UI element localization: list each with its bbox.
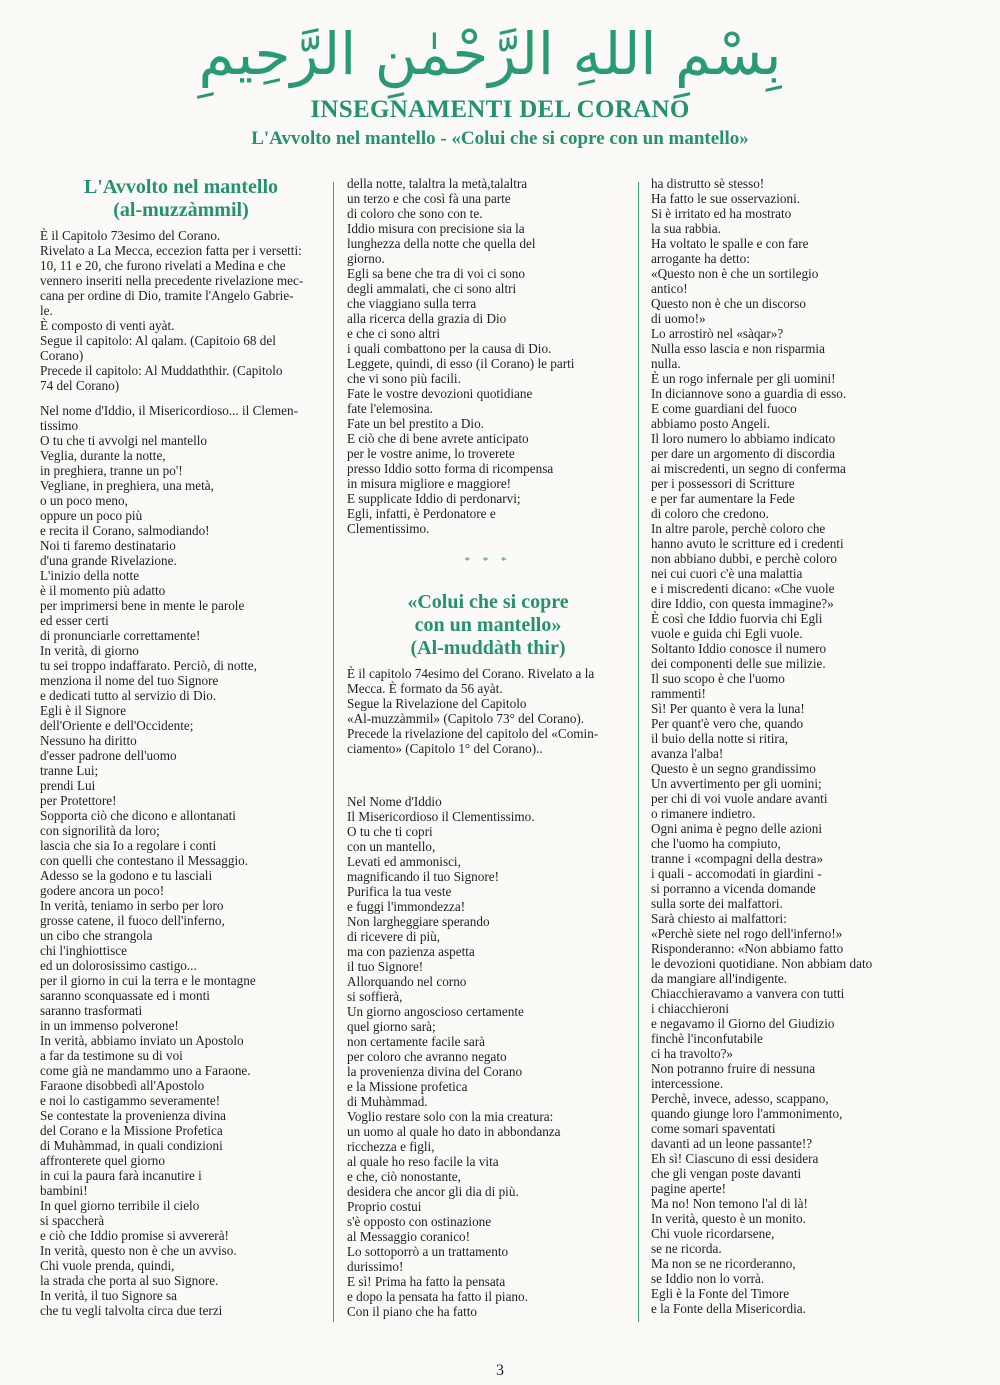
text-line: che viaggiano sulla terra xyxy=(347,296,477,311)
text-line: Perchè, invece, adesso, scappano, xyxy=(651,1091,829,1106)
text-line: arrogante ha detto: xyxy=(651,251,750,266)
text-line: In verità, teniamo in serbo per loro xyxy=(40,898,224,913)
text-line: godere ancora un poco! xyxy=(40,883,165,898)
text-line: Voglio restare solo con la mia creatura: xyxy=(347,1109,554,1124)
text-line: lascia che sia Io a regolare i conti xyxy=(40,838,217,853)
text-line: della notte, talaltra la metà,talaltra xyxy=(347,176,528,191)
section-title-muddaththir xyxy=(347,591,629,660)
text-line: Nel nome d'Iddio, il Misericordioso... il Clemen- xyxy=(40,403,299,418)
text-line: Non potranno fruire di nessuna xyxy=(651,1061,816,1076)
text-line: al quale ho reso facile la vita xyxy=(347,1154,499,1169)
text-line: Sì! Per quanto è vera la luna! xyxy=(651,701,805,716)
text-line: giorno. xyxy=(347,251,385,266)
text-line: per le vostre anime, lo troverete xyxy=(347,446,515,461)
text-line: Purifica la tua veste xyxy=(347,884,452,899)
section-separator: * * * xyxy=(464,555,512,567)
text-line: con un mantello, xyxy=(347,839,436,854)
text-line: In verità, questo è un monito. xyxy=(651,1211,806,1226)
text-line: la provenienza divina del Corano xyxy=(347,1064,523,1079)
text-line: da mangiare all'indigente. xyxy=(651,971,788,986)
text-line: non certamente facile sarà xyxy=(347,1034,486,1049)
text-line: e per far aumentare la Fede xyxy=(651,491,795,506)
text-line: ma con pazienza aspetta xyxy=(347,944,475,959)
verse-text xyxy=(347,176,629,536)
text-line: degli ammalati, che ci sono altri xyxy=(347,281,517,296)
text-line: 74 del Corano) xyxy=(40,378,120,393)
text-line: si porranno a vicenda domande xyxy=(651,881,816,896)
text-line: Noi ti faremo destinatario xyxy=(40,538,176,553)
text-line: L'inizio della notte xyxy=(40,568,140,583)
text-line: saranno sconquassate ed i monti xyxy=(40,988,210,1003)
text-line: dei componenti delle sue milizie. xyxy=(651,656,826,671)
text-line: d'esser padrone dell'uomo xyxy=(40,748,177,763)
text-line: Un giorno angoscioso certamente xyxy=(347,1004,524,1019)
text-line: o un poco meno, xyxy=(40,493,128,508)
text-line: E sì! Prima ha fatto la pensata xyxy=(347,1274,506,1289)
text-line: Segue il capitolo: Al qalam. (Capitoio 68 del xyxy=(40,333,276,348)
text-line: e recita il Corano, salmodiando! xyxy=(40,523,210,538)
text-line: Precede la rivelazione del capitolo del «Comin- xyxy=(347,726,599,741)
text-line: vennero inseriti nella precedente rivelazione mec- xyxy=(40,273,304,288)
text-line: Il suo scopo è che l'uomo xyxy=(651,671,785,686)
text-line: magnificando il tuo Signore! xyxy=(347,869,499,884)
text-line: quel giorno sarà; xyxy=(347,1019,436,1034)
text-line: come somari spaventati xyxy=(651,1121,776,1136)
text-line: Segue la Rivelazione del Capitolo xyxy=(347,696,527,711)
text-line: antico! xyxy=(651,281,688,296)
text-line: e dopo la pensata ha fatto il piano. xyxy=(347,1289,528,1304)
text-line: che l'uomo ha compiuto, xyxy=(651,836,781,851)
section-title-line: (al-muzzàmmil) xyxy=(113,199,249,221)
text-line: In quel giorno terribile il cielo xyxy=(40,1198,200,1213)
text-line: Chiacchieravamo a vanvera con tutti xyxy=(651,986,845,1001)
text-line: In verità, questo non è che un avviso. xyxy=(40,1243,237,1258)
text-line: In verità, il tuo Signore sa xyxy=(40,1288,177,1303)
text-line: in preghiera, tranne un po'! xyxy=(40,463,183,478)
text-line: In diciannove sono a guardia di esso. xyxy=(651,386,847,401)
text-line: del Corano e la Missione Profetica xyxy=(40,1123,223,1138)
column-1 xyxy=(40,176,322,1318)
text-line: Il Misericordioso il Clementissimo. xyxy=(347,809,535,824)
text-line: di coloro che credono. xyxy=(651,506,769,521)
text-line: di Muhàmmad. xyxy=(347,1094,428,1109)
text-line: abbiamo posto Angeli. xyxy=(651,416,771,431)
text-line: Per quant'è vero che, quando xyxy=(651,716,804,731)
text-line: presso Iddio sotto forma di ricompensa xyxy=(347,461,554,476)
text-line: ciamento» (Capitolo 1° del Corano).. xyxy=(347,741,543,756)
text-line: Iddio misura con precisione sia la xyxy=(347,221,525,236)
text-line: nei cui cuori c'è una malattia xyxy=(651,566,803,581)
text-line: ed esser certi xyxy=(40,613,109,628)
verse-text xyxy=(347,794,629,1319)
section-title-line: L'Avvolto nel mantello xyxy=(83,176,279,198)
text-line: Ha fatto le sue osservazioni. xyxy=(651,191,801,206)
text-line: Veglia, durante la notte, xyxy=(40,448,166,463)
text-line: O tu che ti copri xyxy=(347,824,433,839)
text-line: per chi di voi vuole andare avanti xyxy=(651,791,828,806)
text-line: e che ci sono altri xyxy=(347,326,441,341)
text-line: le devozioni quotidiane. Non abbiam dato xyxy=(651,956,873,971)
text-line: menziona il nome del tuo Signore xyxy=(40,673,219,688)
text-line: 10, 11 e 20, che furono rivelati a Medina e che xyxy=(40,258,286,273)
text-line: i quali - accomodati in giardini - xyxy=(651,866,822,881)
text-line: in un immenso polverone! xyxy=(40,1018,179,1033)
verse-text xyxy=(40,403,322,1318)
text-line: O tu che ti avvolgi nel mantello xyxy=(40,433,208,448)
text-line: alla ricerca della grazia di Dio xyxy=(347,311,507,326)
text-line: e negavamo il Giorno del Giudizio xyxy=(651,1016,835,1031)
text-line: i chiacchieroni xyxy=(651,1001,729,1016)
text-line: Nessuno ha diritto xyxy=(40,733,137,748)
text-line: cana per ordine di Dio, tramite l'Angelo Gabrie- xyxy=(40,288,294,303)
text-line: Nel Nome d'Iddio xyxy=(347,794,442,809)
text-line: In verità, di giorno xyxy=(40,643,139,658)
text-line: Rivelato a La Mecca, eccezion fatta per i versetti: xyxy=(40,243,302,258)
text-line: ricchezza e figli, xyxy=(347,1139,435,1154)
text-line: Egli è il Signore xyxy=(40,703,127,718)
text-line: se ne ricorda. xyxy=(651,1241,722,1256)
text-line: Il loro numero lo abbiamo indicato xyxy=(651,431,836,446)
column-2 xyxy=(347,176,629,1319)
text-line: Si è irritato ed ha mostrato xyxy=(651,206,792,221)
text-line: hanno avuto le scritture ed i credenti xyxy=(651,536,844,551)
text-line: le. xyxy=(40,303,53,318)
text-line: ci ha travolto?» xyxy=(651,1046,734,1061)
text-line: Mecca. È formato da 56 ayàt. xyxy=(347,681,503,696)
text-line: oppure un poco più xyxy=(40,508,143,523)
text-line: sulla sorte dei malfattori. xyxy=(651,896,783,911)
text-line: per dare un argomento di discordia xyxy=(651,446,835,461)
text-line: Eh sì! Ciascuno di essi desidera xyxy=(651,1151,819,1166)
text-line: il buio della notte si ritira, xyxy=(651,731,788,746)
text-line: Questo non è che un discorso xyxy=(651,296,806,311)
text-line: al Messaggio coranico! xyxy=(347,1229,471,1244)
text-line: In verità, abbiamo inviato un Apostolo xyxy=(40,1033,244,1048)
text-line: Ha voltato le spalle e con fare xyxy=(651,236,809,251)
text-line: ai miscredenti, un segno di conferma xyxy=(651,461,846,476)
text-line: fate l'elemosina. xyxy=(347,401,433,416)
text-line: È un rogo infernale per gli uomini! xyxy=(651,371,836,386)
text-line: per imprimersi bene in mente le parole xyxy=(40,598,245,613)
text-line: è il momento più adatto xyxy=(40,583,166,598)
text-line: di uomo!» xyxy=(651,311,706,326)
text-line: si spaccherà xyxy=(40,1213,105,1228)
text-line: Risponderanno: «Non abbiamo fatto xyxy=(651,941,844,956)
text-line: dell'Oriente e dell'Occidente; xyxy=(40,718,194,733)
text-line: i quali combattono per la causa di Dio. xyxy=(347,341,552,356)
text-line: Egli è la Fonte del Timore xyxy=(651,1286,790,1301)
text-line: con quelli che contestano il Messaggio. xyxy=(40,853,249,868)
text-line: Lo sottoporrò a un trattamento xyxy=(347,1244,509,1259)
text-line: Lo arrostirò nel «sàqar»? xyxy=(651,326,784,341)
text-line: È così che Iddio fuorvia chi Egli xyxy=(651,611,823,626)
text-line: la sua rabbia. xyxy=(651,221,721,236)
text-line: Non largheggiare sperando xyxy=(347,914,490,929)
intro-paragraph xyxy=(347,666,629,756)
text-line: per i possessori di Scritture xyxy=(651,476,795,491)
section-title-line: «Colui che si copre xyxy=(407,591,569,613)
text-line: In altre parole, perchè coloro che xyxy=(651,521,826,536)
text-line: Un avvertimento per gli uomini; xyxy=(651,776,822,791)
section-title-muzzammil xyxy=(40,176,322,222)
page-subtitle: L'Avvolto nel mantello - «Colui che si copre con un mantello» xyxy=(251,128,749,149)
intro-paragraph xyxy=(40,228,322,393)
text-line: È il Capitolo 73esimo del Corano. xyxy=(40,228,221,243)
text-line: tissimo xyxy=(40,418,79,433)
text-line: per il giorno in cui la terra e le montagne xyxy=(40,973,256,988)
text-line: Vegliane, in preghiera, una metà, xyxy=(40,478,214,493)
text-line: ha distrutto sè stesso! xyxy=(651,176,765,191)
page-title: INSEGNAMENTI DEL CORANO xyxy=(310,96,690,123)
text-line: Questo è un segno grandissimo xyxy=(651,761,816,776)
text-line: il tuo Signore! xyxy=(347,959,424,974)
text-line: di ricevere di più, xyxy=(347,929,441,944)
text-line: e ciò che Iddio promise si avvererà! xyxy=(40,1228,229,1243)
text-line: quando giunge loro l'ammonimento, xyxy=(651,1106,843,1121)
text-line: «Al-muzzàmmil» (Capitolo 73° del Corano). xyxy=(347,711,585,726)
text-line: dire Iddio, con questa immagine?» xyxy=(651,596,834,611)
text-line: in cui la paura farà incanutire i xyxy=(40,1168,202,1183)
text-line: Soltanto Iddio conosce il numero xyxy=(651,641,827,656)
text-line: durissimo! xyxy=(347,1259,404,1274)
text-line: di coloro che sono con te. xyxy=(347,206,483,221)
text-line: E supplicate Iddio di perdonarvi; xyxy=(347,491,521,506)
text-line: o rimanere indietro. xyxy=(651,806,756,821)
text-line: Faraone disobbedì all'Apostolo xyxy=(40,1078,205,1093)
text-line: Precede il capitolo: Al Muddaththir. (Capitolo xyxy=(40,363,283,378)
text-line: un uomo al quale ho dato in abbondanza xyxy=(347,1124,561,1139)
text-line: Proprio costui xyxy=(347,1199,422,1214)
text-line: E come guardiani del fuoco xyxy=(651,401,797,416)
text-line: e noi lo castigammo severamente! xyxy=(40,1093,221,1108)
text-line: un cibo che strangola xyxy=(40,928,153,943)
text-line: Egli sa bene che tra di voi ci sono xyxy=(347,266,525,281)
text-line: Corano) xyxy=(40,348,84,363)
text-line: di pronunciarle correttamente! xyxy=(40,628,201,643)
text-line: di Muhàmmad, in quali condizioni xyxy=(40,1138,223,1153)
text-line: È composto di venti ayàt. xyxy=(40,318,175,333)
text-line: Fate le vostre devozioni quotidiane xyxy=(347,386,533,401)
text-line: grosse catene, il fuoco dell'inferno, xyxy=(40,913,225,928)
text-line: Allorquando nel corno xyxy=(347,974,467,989)
text-line: Fate un bel prestito a Dio. xyxy=(347,416,484,431)
verse-text xyxy=(651,176,951,1316)
text-line: rammenti! xyxy=(651,686,706,701)
text-line: «Perchè siete nel rogo dell'inferno!» xyxy=(651,926,843,941)
text-line: tu sei troppo indaffarato. Perciò, di notte, xyxy=(40,658,257,673)
page-number: 3 xyxy=(496,1362,504,1379)
text-line: che tu vegli talvolta circa due terzi xyxy=(40,1303,223,1318)
text-line: per Protettore! xyxy=(40,793,117,808)
text-line: come già ne mandammo uno a Faraone. xyxy=(40,1063,251,1078)
text-line: che vi sono più facili. xyxy=(347,371,461,386)
text-line: la strada che porta al suo Signore. xyxy=(40,1273,219,1288)
text-line: d'una grande Rivelazione. xyxy=(40,553,177,568)
text-line: e i miscredenti dicano: «Che vuole xyxy=(651,581,835,596)
text-line: È il capitolo 74esimo del Corano. Rivelato a la xyxy=(347,666,595,681)
text-line: in misura migliore e maggiore! xyxy=(347,476,512,491)
text-line: s'è opposto con ostinazione xyxy=(347,1214,492,1229)
text-line: saranno trasformati xyxy=(40,1003,143,1018)
text-line: Egli, infatti, è Perdonatore e xyxy=(347,506,496,521)
text-line: e che, ciò nonostante, xyxy=(347,1169,461,1184)
text-line: e fuggi l'immondezza! xyxy=(347,899,466,914)
text-line: ed un dolorosissimo castigo... xyxy=(40,958,197,973)
text-line: Chi vuole ricordarsene, xyxy=(651,1226,775,1241)
text-line: intercessione. xyxy=(651,1076,724,1091)
text-line: Adesso se la godono e tu lasciali xyxy=(40,868,213,883)
text-line: davanti ad un leone passante!? xyxy=(651,1136,813,1151)
text-line: non abbiano dubbi, e perchè coloro xyxy=(651,551,838,566)
text-line: chi l'inghiottisce xyxy=(40,943,127,958)
text-line: lunghezza della notte che quella del xyxy=(347,236,536,251)
column-divider-1 xyxy=(333,182,334,1322)
text-line: desidera che ancor gli dia di più. xyxy=(347,1184,519,1199)
text-line: e la Fonte della Misericordia. xyxy=(651,1301,806,1316)
text-line: Con il piano che ha fatto xyxy=(347,1304,478,1319)
text-line: Levati ed ammonisci, xyxy=(347,854,461,869)
text-line: Clementissimo. xyxy=(347,521,430,536)
text-line: Sarà chiesto ai malfattori: xyxy=(651,911,787,926)
text-line: e la Missione profetica xyxy=(347,1079,468,1094)
text-line: Leggete, quindi, di esso (il Corano) le parti xyxy=(347,356,575,371)
text-line: Sopporta ciò che dicono e allontanati xyxy=(40,808,236,823)
text-line: vuole e guida chi Egli vuole. xyxy=(651,626,803,641)
text-line: Nulla esso lascia e non risparmia xyxy=(651,341,825,356)
text-line: avanza l'alba! xyxy=(651,746,724,761)
text-line: finchè l'inconfutabile xyxy=(651,1031,763,1046)
column-3 xyxy=(651,176,951,1316)
text-line: con signorilità da loro; xyxy=(40,823,160,838)
text-line: che gli vengan poste davanti xyxy=(651,1166,802,1181)
section-title-line: (Al-muddàth thir) xyxy=(410,637,566,659)
text-line: Ma no! Non temono l'al di là! xyxy=(651,1196,808,1211)
text-line: e dedicati tutto al servizio di Dio. xyxy=(40,688,217,703)
text-line: «Questo non è che un sortilegio xyxy=(651,266,819,281)
text-line: si soffierà, xyxy=(347,989,403,1004)
text-line: un terzo e che così fà una parte xyxy=(347,191,511,206)
text-line: prendi Lui xyxy=(40,778,96,793)
text-line: a far da testimone su di voi xyxy=(40,1048,183,1063)
text-line: bambini! xyxy=(40,1183,88,1198)
text-line: E ciò che di bene avrete anticipato xyxy=(347,431,529,446)
text-line: nulla. xyxy=(651,356,681,371)
text-line: pagine aperte! xyxy=(651,1181,727,1196)
text-line: Ogni anima è pegno delle azioni xyxy=(651,821,823,836)
section-title-line: con un mantello» xyxy=(414,614,562,636)
text-line: tranne i «compagni della destra» xyxy=(651,851,824,866)
text-line: tranne Lui; xyxy=(40,763,99,778)
text-line: affronterete quel giorno xyxy=(40,1153,165,1168)
text-line: Chi vuole prenda, quindi, xyxy=(40,1258,175,1273)
column-divider-2 xyxy=(638,182,639,1322)
basmala-calligraphy: بِسْمِ اللهِ الرَّحْمٰنِ الرَّحِيمِ xyxy=(198,20,782,88)
text-line: Ma non se ne ricorderanno, xyxy=(651,1256,796,1271)
text-line: Se contestate la provenienza divina xyxy=(40,1108,227,1123)
text-line: se Iddio non lo vorrà. xyxy=(651,1271,765,1286)
text-line: per coloro che avranno negato xyxy=(347,1049,507,1064)
